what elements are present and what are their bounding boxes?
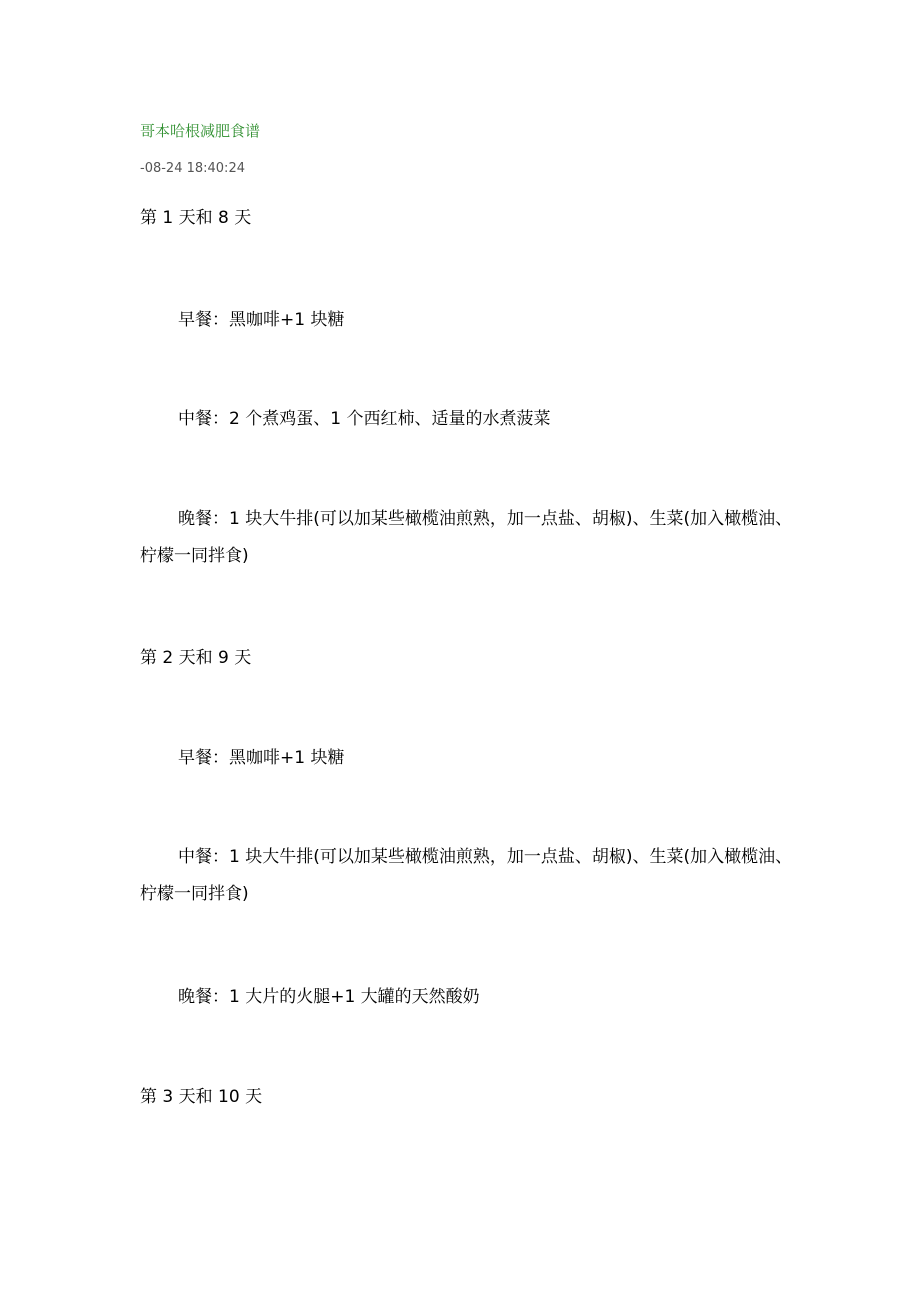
day-2-breakfast: 早餐：黑咖啡+1 块糖	[178, 748, 345, 768]
day-1-breakfast: 早餐：黑咖啡+1 块糖	[178, 310, 345, 330]
day-2-heading: 第 2 天和 9 天	[140, 648, 252, 668]
day-3-heading: 第 3 天和 10 天	[140, 1087, 263, 1107]
day-2-dinner: 晚餐：1 大片的火腿+1 大罐的天然酸奶	[178, 987, 480, 1007]
day-2-lunch: 中餐：1 块大牛排(可以加某些橄榄油煎熟，加一点盐、胡椒)、生菜(加入橄榄油、柠檬一同拌食)	[140, 847, 793, 904]
article-date: -08-24 18:40:24	[140, 161, 245, 176]
day-1-lunch: 中餐：2 个煮鸡蛋、1 个西红柿、适量的水煮菠菜	[178, 409, 551, 429]
day-1-heading: 第 1 天和 8 天	[140, 208, 252, 228]
article-title: 哥本哈根减肥食谱	[140, 122, 261, 140]
day-1-dinner: 晚餐：1 块大牛排(可以加某些橄榄油煎熟，加一点盐、胡椒)、生菜(加入橄榄油、柠檬一同拌食)	[140, 509, 793, 566]
